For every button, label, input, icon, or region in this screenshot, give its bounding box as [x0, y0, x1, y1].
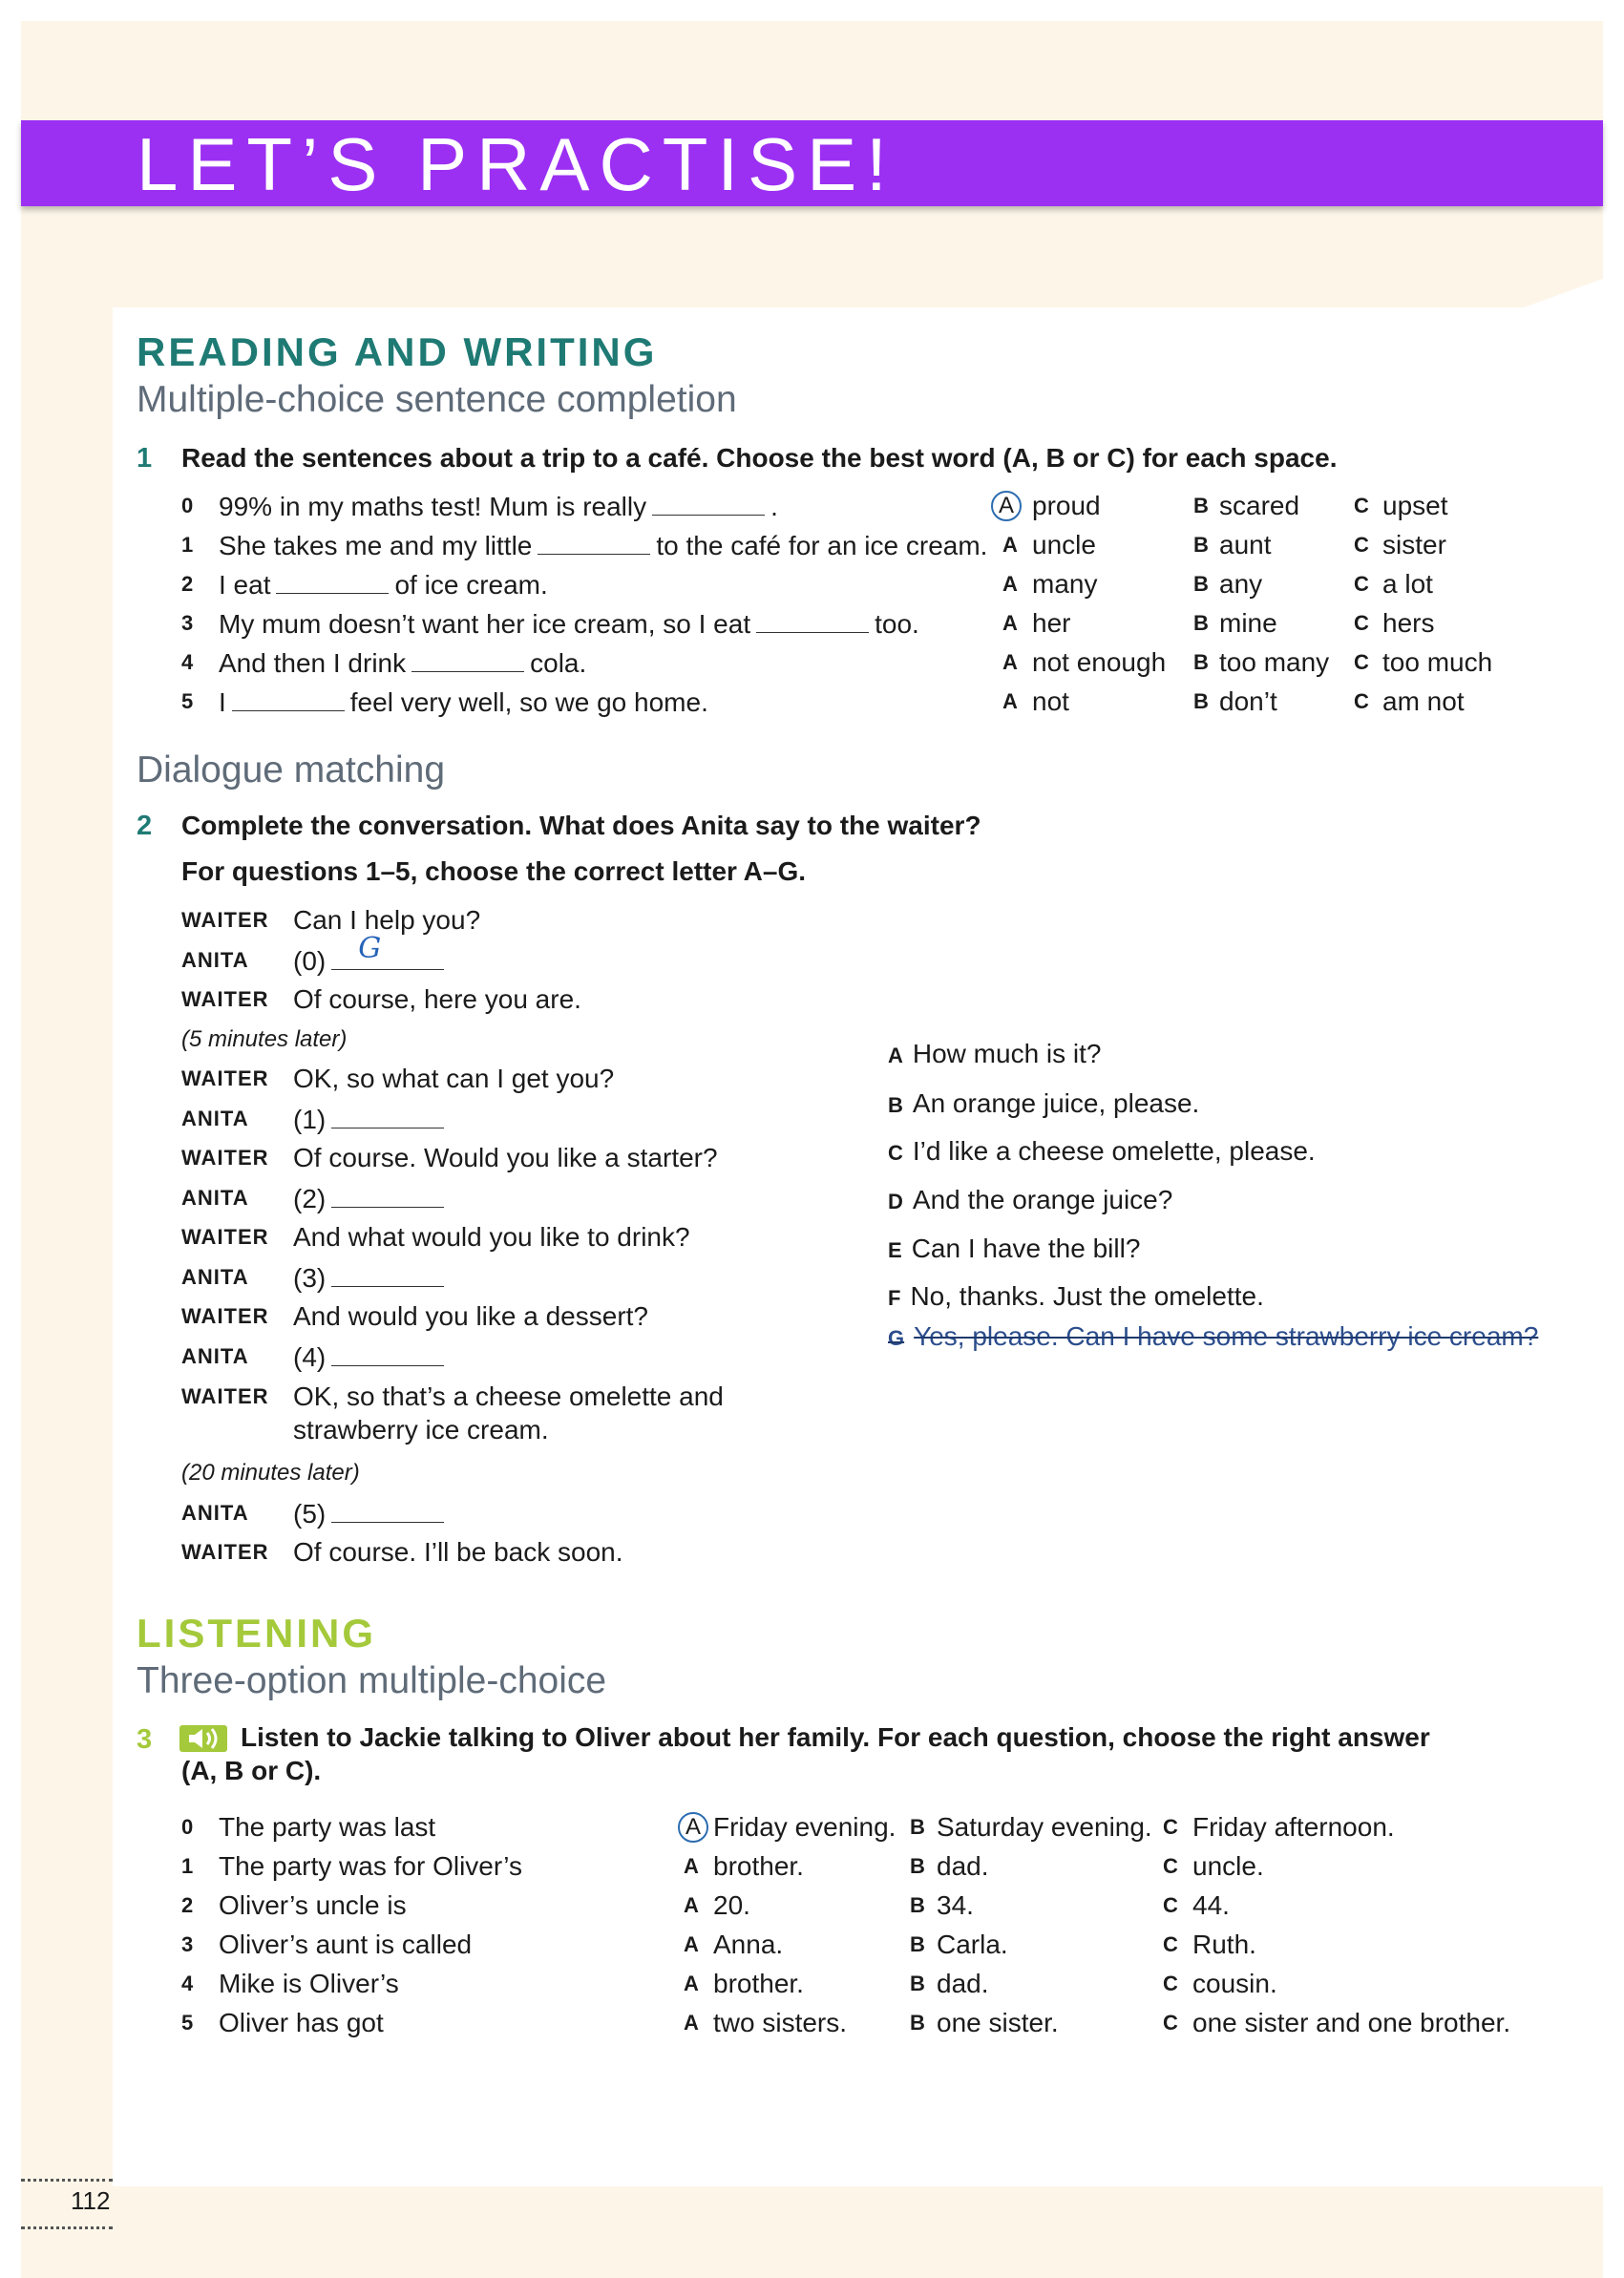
- sentence-start: I: [219, 687, 226, 717]
- option-b-letter: B: [910, 2011, 925, 2035]
- option-letter: E: [888, 1238, 902, 1262]
- option-b[interactable]: Carla.: [937, 1930, 1008, 1959]
- item-number: 4: [181, 650, 194, 674]
- section-heading-listening: LISTENING: [137, 1611, 377, 1656]
- option-b-letter: B: [910, 1972, 925, 1995]
- option-c[interactable]: too much: [1382, 647, 1493, 677]
- item-number: 5: [181, 689, 194, 713]
- option-b[interactable]: too many: [1219, 647, 1330, 677]
- dialogue-text: [293, 1378, 724, 1416]
- item-number: 0: [181, 1815, 194, 1839]
- option-a[interactable]: proud: [1032, 491, 1101, 520]
- page-title: LET’S PRACTISE!: [137, 122, 896, 206]
- dialogue-line: [0, 932, 1624, 980]
- speaker-label: ANITA: [181, 1186, 249, 1210]
- option-a-circled: A: [678, 1812, 708, 1843]
- option-b[interactable]: one sister.: [937, 2008, 1059, 2037]
- dialogue-text: [293, 1494, 450, 1533]
- sentence-end: feel very well, so we go home.: [349, 687, 708, 717]
- option-a[interactable]: 20.: [713, 1890, 750, 1920]
- option-b-letter: B: [910, 1815, 925, 1839]
- option-a-letter: A: [684, 1972, 699, 1995]
- dialogue-line: [0, 1100, 1624, 1138]
- option-b-letter: B: [1193, 611, 1209, 635]
- option-b-letter: B: [1193, 650, 1209, 674]
- question-instruction-1: Read the sentences about a trip to a café. Choose the best word (A, B or C) for each space.: [181, 443, 1338, 473]
- option-c[interactable]: cousin.: [1192, 1969, 1277, 1998]
- option-a-letter: A: [684, 1932, 699, 1956]
- option-c[interactable]: Ruth.: [1192, 1930, 1256, 1959]
- dialogue-text: [293, 1218, 690, 1256]
- dialogue-note: [0, 1021, 1624, 1059]
- option-a[interactable]: many: [1032, 569, 1098, 599]
- option-c-letter: C: [1163, 1932, 1178, 1956]
- dialogue-text: [293, 1338, 450, 1377]
- item-number: 0: [181, 494, 194, 517]
- item-number: 3: [181, 611, 194, 635]
- option-a-letter: A: [684, 1854, 699, 1878]
- option-b[interactable]: mine: [1219, 608, 1277, 638]
- question-instruction-2b: For questions 1–5, choose the correct letter A–G.: [181, 856, 807, 886]
- line-text: Of course, here you are.: [293, 984, 581, 1014]
- option-b-letter: B: [910, 1932, 925, 1956]
- option-c-letter: C: [1163, 1893, 1178, 1917]
- option-c-letter: C: [1354, 611, 1369, 635]
- sentence-end: too.: [875, 609, 919, 639]
- item-question: The party was last: [219, 1812, 436, 1842]
- sentence-end: .: [770, 492, 778, 521]
- line-text: (2): [293, 1184, 327, 1213]
- option-a[interactable]: brother.: [713, 1969, 804, 1998]
- option-c-letter: C: [1354, 689, 1369, 713]
- option-a-circled: A: [991, 491, 1022, 521]
- option-a[interactable]: Anna.: [713, 1930, 784, 1959]
- option-c[interactable]: 44.: [1192, 1890, 1230, 1920]
- line-text: OK, so what can I get you?: [293, 1064, 615, 1093]
- option-b[interactable]: dad.: [937, 1851, 989, 1881]
- sentence-end: to the café for an ice cream.: [656, 531, 988, 560]
- dialogue-text: [293, 932, 450, 981]
- timing-note: (20 minutes later): [181, 1460, 360, 1486]
- dialogue-line: [0, 1494, 1624, 1532]
- dialogue-text: [293, 1258, 450, 1297]
- option-c[interactable]: am not: [1382, 686, 1465, 716]
- question-instruction-3a: Listen to Jackie talking to Oliver about her family. For each question, choose the right answer: [241, 1722, 1430, 1752]
- dialogue-line: [0, 1060, 1624, 1098]
- answer-blank[interactable]: [331, 1494, 444, 1523]
- handwritten-answer: G: [358, 932, 382, 965]
- question-number-1: 1: [137, 443, 153, 474]
- question-instruction-3b: (A, B or C).: [181, 1756, 322, 1785]
- option-c[interactable]: hers: [1382, 608, 1435, 638]
- option-b-letter: B: [1193, 689, 1209, 713]
- dialogue-line: [0, 1378, 1624, 1445]
- dialogue-note: [0, 1454, 1624, 1492]
- item-number: 4: [181, 1972, 194, 1995]
- option-a-letter: A: [1002, 650, 1018, 674]
- line-text: And what would you like to drink?: [293, 1222, 690, 1252]
- subheading-sentence-completion: Multiple-choice sentence completion: [137, 379, 737, 420]
- speaker-label: ANITA: [181, 948, 249, 972]
- question-number-2: 2: [137, 811, 153, 841]
- option-b[interactable]: don’t: [1219, 686, 1277, 716]
- item-number: 5: [181, 2011, 194, 2035]
- timing-note: (5 minutes later): [181, 1026, 348, 1052]
- item-question: Mike is Oliver’s: [219, 1969, 399, 1998]
- speaker-label: WAITER: [181, 1540, 269, 1564]
- answer-blank[interactable]: [331, 1258, 444, 1287]
- option-a-letter: A: [1002, 533, 1018, 557]
- line-text-continued: strawberry ice cream.: [293, 1415, 549, 1445]
- sentence-end: of ice cream.: [394, 570, 548, 600]
- dialogue-line: [0, 1218, 1624, 1256]
- dialogue-option-c[interactable]: [888, 1132, 1316, 1172]
- item-sentence: [219, 604, 919, 643]
- option-b-letter: B: [910, 1893, 925, 1917]
- option-b[interactable]: 34.: [937, 1890, 974, 1920]
- dialogue-line: [0, 901, 1624, 939]
- dialogue-line: [0, 1179, 1624, 1217]
- speaker-label: WAITER: [181, 1225, 269, 1249]
- page-footer-background: [21, 2186, 1603, 2278]
- item-question: The party was for Oliver’s: [219, 1851, 522, 1881]
- listening-row: [0, 1847, 1624, 1886]
- option-a-letter: A: [684, 2011, 699, 2035]
- option-b[interactable]: dad.: [937, 1969, 989, 1998]
- question-instruction-2a: Complete the conversation. What does Anita say to the waiter?: [181, 811, 981, 840]
- option-a[interactable]: uncle: [1032, 530, 1096, 559]
- option-b-letter: B: [1193, 572, 1209, 596]
- item-sentence: [219, 526, 987, 565]
- listening-row: [0, 1926, 1624, 1964]
- dialogue-text: [293, 1139, 718, 1177]
- option-text: Can I have the bill?: [911, 1234, 1141, 1263]
- option-text: No, thanks. Just the omelette.: [910, 1281, 1264, 1311]
- page-number: 112: [71, 2186, 111, 2215]
- item-sentence: [219, 643, 586, 683]
- audio-speaker-icon[interactable]: [179, 1725, 227, 1752]
- dialogue-option-f[interactable]: [888, 1277, 1264, 1318]
- answer-blank[interactable]: [411, 643, 524, 672]
- speaker-label: ANITA: [181, 1107, 249, 1130]
- line-text: (4): [293, 1342, 327, 1372]
- option-b[interactable]: aunt: [1219, 530, 1272, 559]
- option-b[interactable]: scared: [1219, 491, 1300, 520]
- option-c[interactable]: one sister and one brother.: [1192, 2008, 1511, 2037]
- option-c-letter: C: [1354, 494, 1369, 517]
- dialogue-text: [293, 1100, 450, 1139]
- option-a[interactable]: two sisters.: [713, 2008, 848, 2037]
- option-a[interactable]: brother.: [713, 1851, 804, 1881]
- option-text: I’d like a cheese omelette, please.: [912, 1136, 1316, 1166]
- speaker-label: WAITER: [181, 1304, 269, 1328]
- question-number-3: 3: [137, 1724, 153, 1755]
- option-b-letter: B: [1193, 533, 1209, 557]
- option-a-letter: A: [1002, 611, 1018, 635]
- listening-row: [0, 2004, 1624, 2042]
- dialogue-text: [293, 901, 480, 939]
- option-a[interactable]: her: [1032, 608, 1071, 638]
- speaker-label: ANITA: [181, 1344, 249, 1368]
- question-row: [0, 683, 1624, 721]
- speaker-label: WAITER: [181, 1146, 269, 1170]
- item-sentence: [219, 565, 548, 604]
- option-b[interactable]: Saturday evening.: [937, 1812, 1152, 1842]
- subheading-multiple-choice: Three-option multiple-choice: [137, 1660, 607, 1701]
- option-c[interactable]: upset: [1382, 491, 1448, 520]
- dialogue-text: [293, 1533, 623, 1571]
- sentence-start: 99% in my maths test! Mum is really: [219, 492, 647, 521]
- item-question: Oliver has got: [219, 2008, 384, 2037]
- item-sentence: [219, 487, 778, 526]
- answer-blank[interactable]: [232, 683, 345, 711]
- dialogue-text: [293, 1060, 614, 1098]
- item-number: 2: [181, 1893, 194, 1917]
- option-a-letter: A: [1002, 689, 1018, 713]
- speaker-label: WAITER: [181, 1066, 269, 1090]
- option-letter: F: [888, 1286, 901, 1310]
- answer-blank[interactable]: [331, 932, 444, 970]
- answer-blank[interactable]: [331, 1100, 444, 1128]
- listening-row: [0, 1965, 1624, 2003]
- option-letter: B: [888, 1093, 903, 1117]
- option-text: An orange juice, please.: [912, 1088, 1200, 1118]
- listening-row: [0, 1808, 1624, 1846]
- option-text: How much is it?: [912, 1039, 1102, 1068]
- item-number: 2: [181, 572, 194, 596]
- dialogue-line: [0, 1533, 1624, 1571]
- line-text: (0): [293, 946, 327, 976]
- option-c-letter: C: [1163, 1854, 1178, 1878]
- subheading-dialogue-matching: Dialogue matching: [137, 749, 446, 791]
- sentence-start: My mum doesn’t want her ice cream, so I eat: [219, 609, 751, 639]
- section-heading-reading: READING AND WRITING: [137, 329, 658, 374]
- question-row: [0, 565, 1624, 603]
- item-number: 3: [181, 1932, 194, 1956]
- option-a[interactable]: Friday evening.: [713, 1812, 896, 1842]
- speaker-label: WAITER: [181, 987, 269, 1011]
- option-text: And the orange juice?: [912, 1185, 1173, 1214]
- line-text: Of course. Would you like a starter?: [293, 1143, 718, 1172]
- option-c-letter: C: [1163, 1815, 1178, 1839]
- dialogue-text: [293, 1297, 648, 1336]
- dialogue-line: [0, 981, 1624, 1019]
- footer-dotted-line-bottom: [21, 2226, 113, 2229]
- speaker-label: ANITA: [181, 1265, 249, 1289]
- line-text: (1): [293, 1105, 327, 1134]
- option-a-letter: A: [1002, 572, 1018, 596]
- dialogue-line: [0, 1139, 1624, 1177]
- sentence-end: cola.: [530, 648, 587, 678]
- line-text: (3): [293, 1263, 327, 1293]
- sentence-start: And then I drink: [219, 648, 407, 678]
- option-c[interactable]: Friday afternoon.: [1192, 1812, 1395, 1842]
- speaker-label: WAITER: [181, 908, 269, 932]
- option-b[interactable]: any: [1219, 569, 1263, 599]
- option-c-letter: C: [1354, 533, 1369, 557]
- item-number: 1: [181, 1854, 194, 1878]
- option-text: Yes, please. Can I have some strawberry ice cream?: [914, 1321, 1539, 1351]
- answer-blank[interactable]: [652, 487, 765, 516]
- dialogue-option-a[interactable]: [888, 1035, 1102, 1075]
- option-b-letter: B: [910, 1854, 925, 1878]
- line-text: Can I help you?: [293, 905, 481, 935]
- answer-blank[interactable]: [331, 1338, 444, 1366]
- option-c-letter: C: [1163, 2011, 1178, 2035]
- dialogue-text: [293, 981, 581, 1019]
- option-c-letter: C: [1354, 650, 1369, 674]
- dialogue-option-b[interactable]: [888, 1085, 1199, 1125]
- item-question: Oliver’s aunt is called: [219, 1930, 473, 1959]
- dialogue-option-d[interactable]: [888, 1181, 1172, 1221]
- footer-dotted-line-top: [21, 2179, 113, 2182]
- item-question: Oliver’s uncle is: [219, 1890, 407, 1920]
- sentence-start: I eat: [219, 570, 271, 600]
- sentence-start: She takes me and my little: [219, 531, 533, 560]
- option-letter: G: [888, 1326, 905, 1350]
- option-letter: C: [888, 1141, 903, 1165]
- answer-blank[interactable]: [538, 526, 650, 555]
- dialogue-option-e[interactable]: [888, 1230, 1140, 1270]
- option-letter: D: [888, 1190, 903, 1213]
- dialogue-option-g[interactable]: [888, 1318, 1538, 1358]
- answer-blank[interactable]: [276, 565, 389, 594]
- item-number: 1: [181, 533, 194, 557]
- line-text: OK, so that’s a cheese omelette and: [293, 1382, 724, 1411]
- option-c[interactable]: sister: [1382, 530, 1446, 559]
- line-text: Of course. I’ll be back soon.: [293, 1537, 623, 1567]
- listening-row: [0, 1887, 1624, 1925]
- option-c[interactable]: uncle.: [1192, 1851, 1264, 1881]
- option-letter: A: [888, 1044, 903, 1067]
- question-row: [0, 643, 1624, 682]
- option-a-letter: A: [684, 1893, 699, 1917]
- option-c-letter: C: [1354, 572, 1369, 596]
- option-a[interactable]: not enough: [1032, 647, 1167, 677]
- dialogue-line: [0, 1258, 1624, 1297]
- question-row: [0, 487, 1624, 525]
- dialogue-text: [293, 1179, 450, 1218]
- speaker-label: ANITA: [181, 1501, 249, 1525]
- option-c[interactable]: a lot: [1382, 569, 1433, 599]
- option-c-letter: C: [1163, 1972, 1178, 1995]
- answer-blank[interactable]: [756, 604, 869, 633]
- question-row: [0, 604, 1624, 643]
- line-text: And would you like a dessert?: [293, 1301, 648, 1331]
- option-a[interactable]: not: [1032, 686, 1069, 716]
- speaker-label: WAITER: [181, 1384, 269, 1408]
- question-row: [0, 526, 1624, 564]
- option-b-letter: B: [1193, 494, 1209, 517]
- answer-blank[interactable]: [331, 1179, 444, 1208]
- line-text: (5): [293, 1499, 327, 1529]
- item-sentence: [219, 683, 708, 722]
